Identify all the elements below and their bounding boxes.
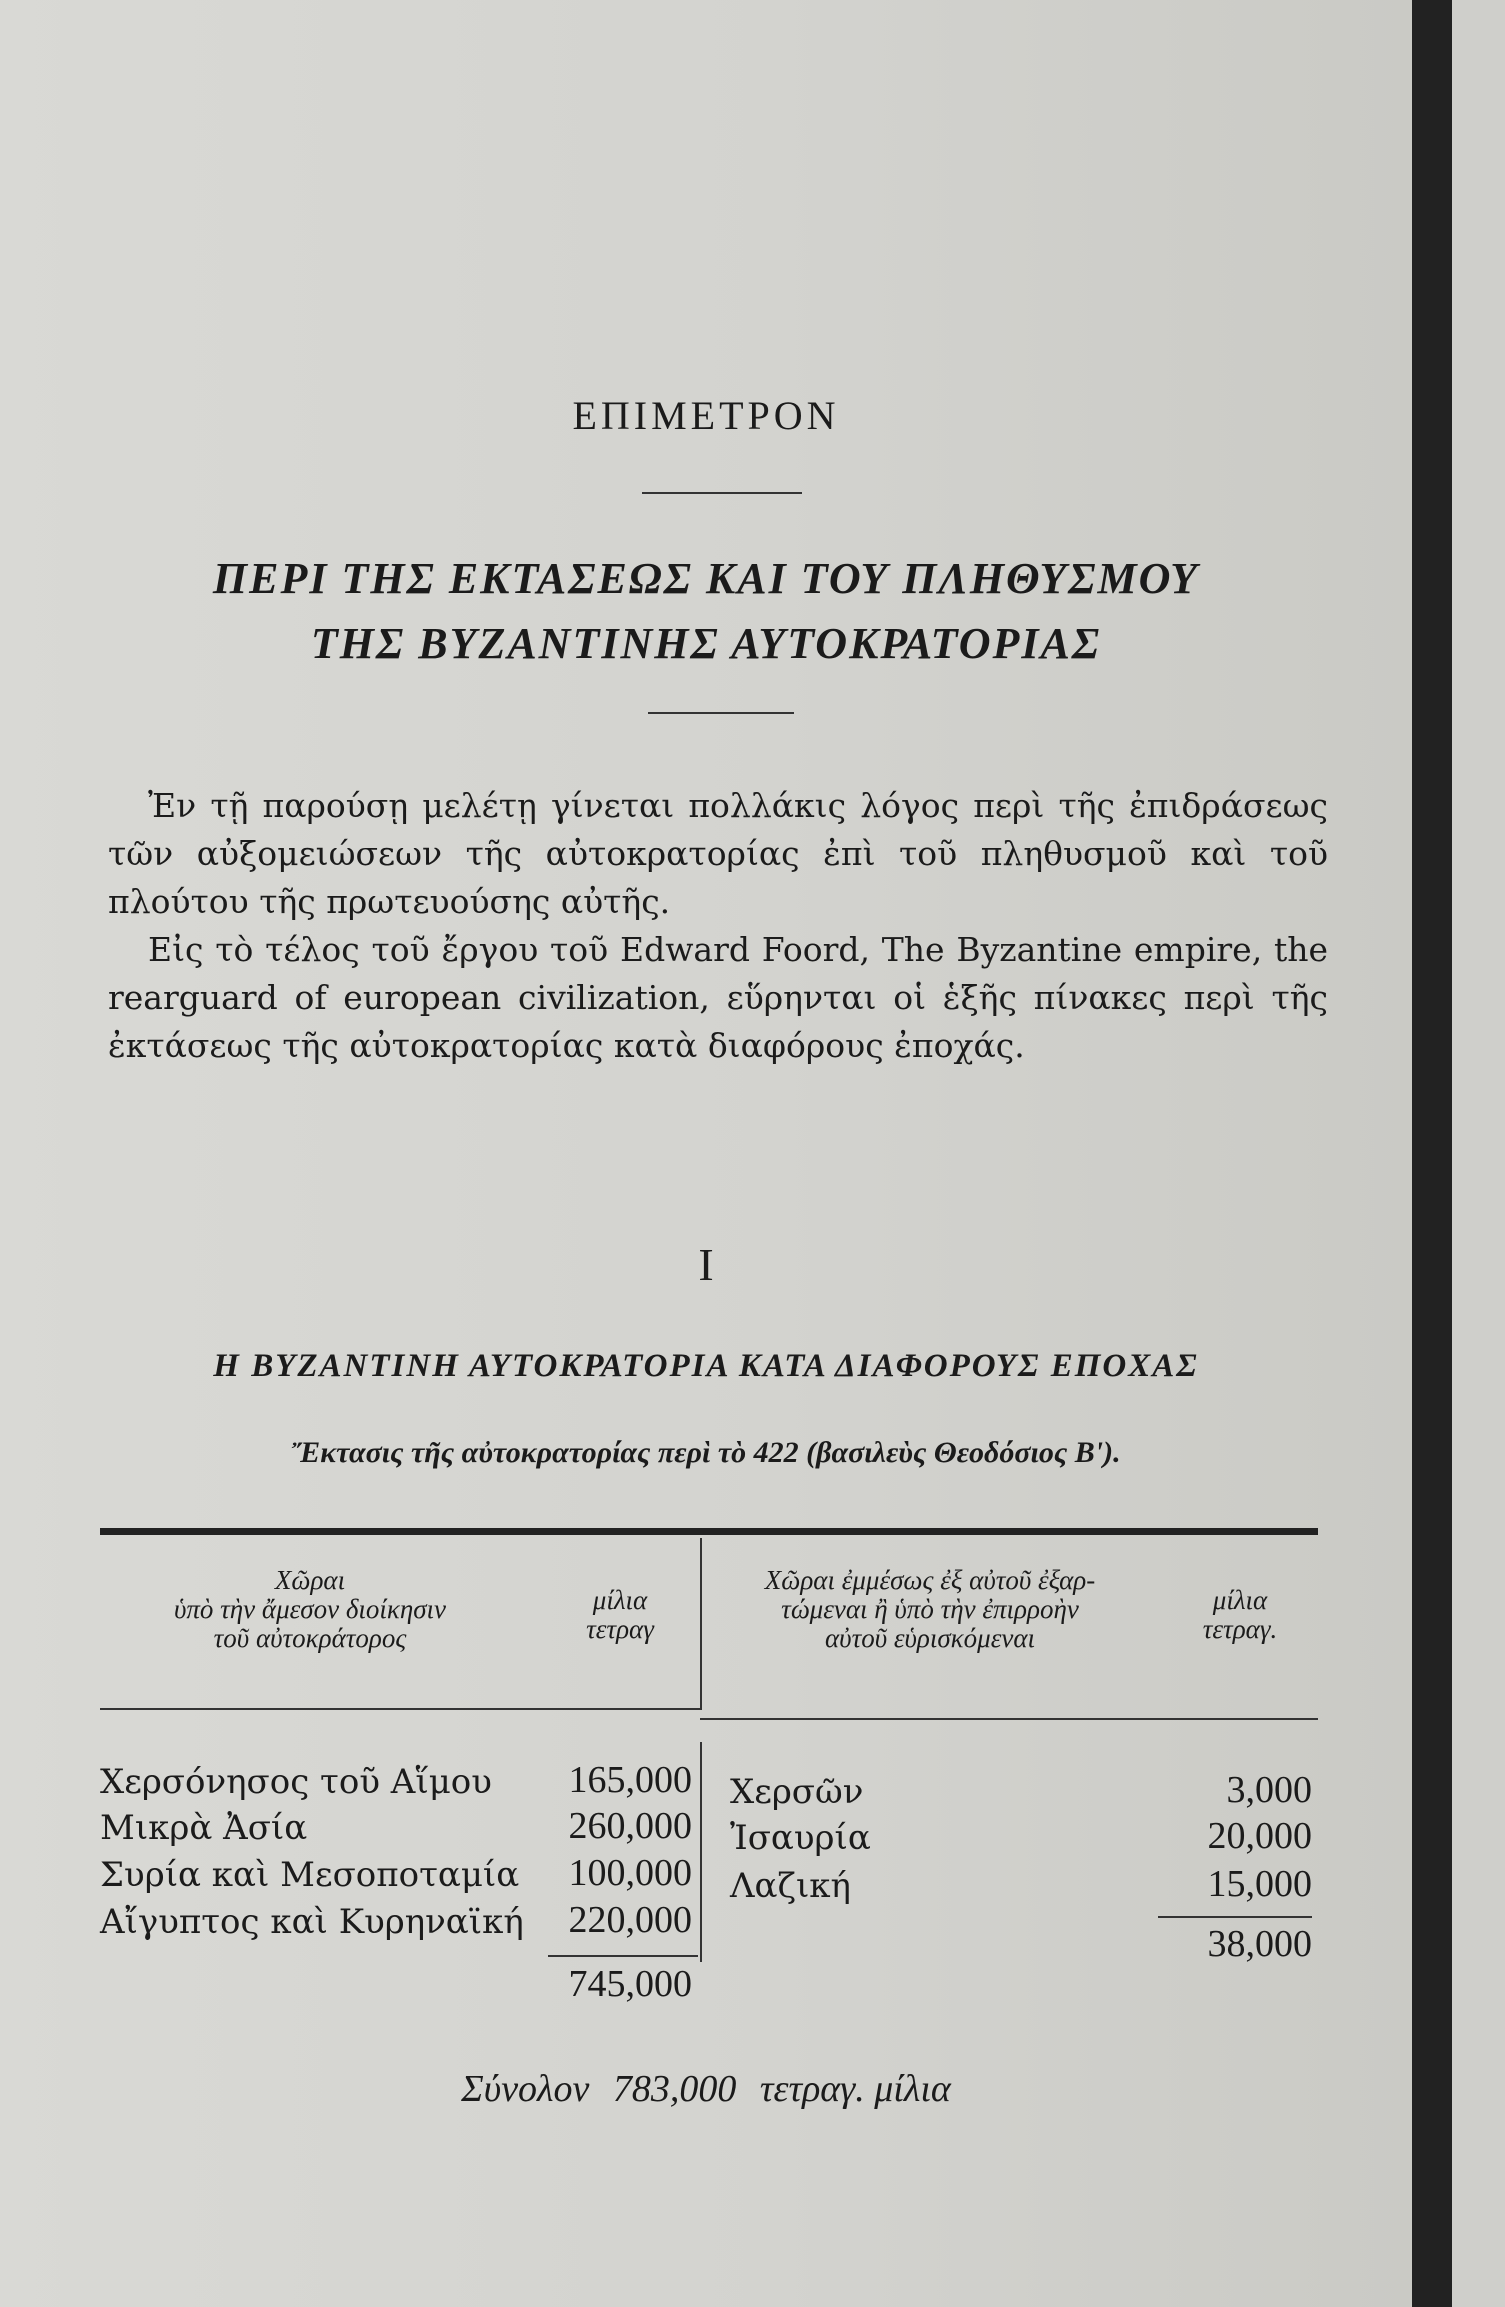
- left-row-name: Χερσόνησος τοῦ Αἵμου: [100, 1762, 492, 1802]
- left-row-value: 260,000: [568, 1805, 692, 1847]
- right-row-value: 3,000: [1226, 1769, 1312, 1811]
- left-row-value: 100,000: [568, 1852, 692, 1894]
- grand-total: [0, 2067, 1412, 2111]
- main-heading-line2: ΤΗΣ ΒΥΖΑΝΤΙΝΗΣ ΑΥΤΟΚΡΑΤΟΡΙΑΣ: [310, 619, 1102, 668]
- page-title: ΕΠΙΜΕΤΡΟΝ: [572, 393, 840, 438]
- page-margin: [1452, 0, 1505, 2307]
- left-row-value: 220,000: [568, 1899, 692, 1941]
- right-row-value: 20,000: [1207, 1815, 1312, 1857]
- col-header-direct-lands: Χῶραι ὑπὸ τὴν ἄμεσον διοίκησιν τοῦ αὐτοκράτορος: [173, 1565, 447, 1653]
- right-sum-rule: [1158, 1916, 1312, 1918]
- col-header-sq-miles-1: μίλια τετραγ: [586, 1585, 654, 1644]
- section-title: Η ΒΥΖΑΝΤΙΝΗ ΑΥΤΟΚΡΑΤΟΡΙΑ ΚΑΤΑ ΔΙΑΦΟΡΟΥΣ ΕΠΟΧΑΣ: [213, 1348, 1199, 1384]
- left-row-name: Μικρὰ Ἀσία: [100, 1808, 308, 1848]
- paragraph-1: Ἐν τῇ παρούσῃ μελέτῃ γίνεται πολλάκις λόγος περὶ τῆς ἐπιδράσεως τῶν αὐξομειώσεων τῆς αὐτοκρατορίας ἐπὶ τοῦ πληθυσμοῦ καὶ τοῦ πλούτου τῆς πρωτευούσης αὐτῆς.: [108, 786, 1328, 921]
- grand-total-unit: τετραγ. μίλια: [759, 2068, 951, 2110]
- grand-total-value: 783,000: [612, 2068, 737, 2110]
- header-rule-left: [100, 1708, 700, 1710]
- paragraph-2: Εἰς τὸ τέλος τοῦ ἔργου τοῦ Edward Foord, The Byzantine empire, the rearguard of european civilization, εὕρηνται οἱ ἑξῆς πίνακες περὶ τῆς ἐκτάσεως τῆς αὐτοκρατορίας κατὰ διαφόρους ἐποχάς.: [108, 930, 1328, 1065]
- main-heading-line1: ΠΕΡΙ ΤΗΣ ΕΚΤΑΣΕΩΣ ΚΑΙ ΤΟΥ ΠΛΗΘΥΣΜΟΥ: [212, 554, 1200, 603]
- left-total: 745,000: [568, 1963, 692, 2005]
- right-row-name: Λαζική: [730, 1866, 851, 1906]
- right-row-name: Ἰσαυρία: [730, 1818, 871, 1858]
- table-caption: Ἔκτασις τῆς αὐτοκρατορίας περὶ τὸ 422 (βασιλεὺς Θεοδόσιος Β').: [291, 1436, 1121, 1469]
- grand-total-label: Σύνολον: [461, 2068, 590, 2110]
- heading-rule: [648, 712, 794, 714]
- right-row-name: Χερσῶν: [730, 1772, 864, 1812]
- left-sum-rule: [548, 1955, 698, 1957]
- right-total: 38,000: [1207, 1923, 1312, 1965]
- table-top-rule: [100, 1528, 1318, 1535]
- header-rule-right: [700, 1718, 1318, 1720]
- right-row-value: 15,000: [1207, 1863, 1312, 1905]
- page-gutter: [1412, 0, 1452, 2307]
- body-text: [108, 782, 1328, 1070]
- col-header-sq-miles-2: μίλια τετραγ.: [1202, 1585, 1278, 1644]
- left-row-name: Συρία καὶ Μεσοποταμία: [100, 1855, 520, 1895]
- body-divider: [700, 1742, 702, 1962]
- left-row-name: Αἴγυπτος καὶ Κυρηναϊκή: [100, 1902, 524, 1942]
- left-row-value: 165,000: [568, 1759, 692, 1801]
- section-number: I: [698, 1239, 714, 1290]
- header-divider: [700, 1538, 702, 1710]
- col-header-dependent-lands: Χῶραι ἐμμέσως ἐξ αὐτοῦ ἐξαρ- τώμεναι ἢ ὑπὸ τὴν ἐπιρροὴν αὐτοῦ εὑρισκόμεναι: [764, 1565, 1096, 1653]
- title-rule: [642, 492, 802, 494]
